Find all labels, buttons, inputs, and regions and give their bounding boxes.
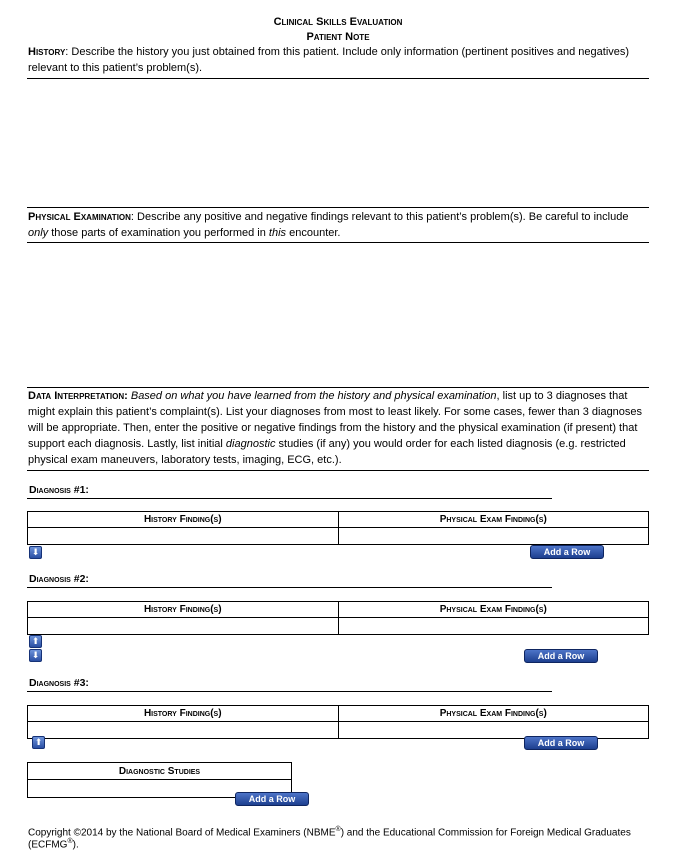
physical-exam-text-2: those parts of examination you performed in bbox=[48, 227, 269, 239]
history-input-area[interactable] bbox=[27, 80, 649, 206]
diagnosis-3-exam-cell[interactable] bbox=[338, 722, 649, 739]
diagnosis-2-label: Diagnosis #2: bbox=[29, 573, 89, 585]
registered-mark: ® bbox=[335, 826, 341, 833]
physical-exam-heading: Physical Examination bbox=[28, 211, 131, 223]
physical-exam-text-this: this bbox=[268, 227, 287, 239]
arrow-up-icon[interactable]: ⬆ bbox=[32, 736, 45, 749]
diagnosis-3-exam-header: Physical Exam Finding(s) bbox=[338, 706, 649, 722]
data-interpretation-instructions bbox=[28, 388, 648, 468]
physical-exam-text-only: only bbox=[28, 227, 49, 239]
page-subtitle: Patient Note bbox=[306, 31, 370, 43]
diagnosis-1-exam-cell[interactable] bbox=[338, 528, 649, 545]
physical-exam-text: : Describe any positive and negative findings relevant to this patient’s problem(s). Be careful to include bbox=[130, 211, 629, 223]
diagnosis-1-label: Diagnosis #1: bbox=[29, 484, 89, 496]
history-text: : Describe the history you just obtained from this patient. Include only information (pertinent positives and negatives) relevant to this patient’s problem(s). bbox=[28, 46, 630, 74]
diagnosis-1-exam-header: Physical Exam Finding(s) bbox=[338, 512, 649, 528]
arrow-up-icon[interactable]: ⬆ bbox=[29, 635, 42, 648]
copyright-text-3: ). bbox=[72, 839, 79, 851]
diagnosis-3-history-cell[interactable] bbox=[28, 722, 339, 739]
diagnosis-2-findings-table bbox=[27, 601, 649, 635]
diagnosis-1-history-cell[interactable] bbox=[28, 528, 339, 545]
diagnosis-3-history-header: History Finding(s) bbox=[28, 706, 339, 722]
registered-mark: ® bbox=[67, 838, 73, 846]
diagnosis-1-add-row-button[interactable]: Add a Row bbox=[530, 545, 604, 559]
diagnosis-3-label: Diagnosis #3: bbox=[29, 677, 89, 689]
diagnosis-1-history-header: History Finding(s) bbox=[28, 512, 339, 528]
physical-exam-input-area[interactable] bbox=[27, 244, 649, 386]
history-heading: History bbox=[28, 46, 66, 58]
data-interpretation-text-2: studies (if any) you would order for each listed diagnosis (e.g. restricted physical exam maneuvers, laboratory tests, imaging, ECG, etc.). bbox=[28, 438, 626, 466]
history-instructions bbox=[28, 44, 648, 76]
diagnosis-2-exam-header: Physical Exam Finding(s) bbox=[338, 602, 649, 618]
diagnosis-3-add-row-button[interactable]: Add a Row bbox=[524, 736, 598, 750]
diagnosis-2-exam-cell[interactable] bbox=[338, 618, 649, 635]
diagnosis-3-rule[interactable] bbox=[27, 691, 552, 692]
data-interpretation-italic-2: diagnostic bbox=[225, 438, 276, 450]
data-interpretation-text-1: , list up to 3 diagnoses that might explain this patient’s complaint(s). List your diagnoses from most to least likely. For some cases, fewer than 3 diagnoses will be appropriate. Then, enter the positive or negative findings from the history and the physical examination (if present) that support each diagnosis. Lastly, list initial bbox=[28, 390, 643, 450]
diagnosis-2-history-header: History Finding(s) bbox=[28, 602, 339, 618]
data-interpretation-heading: Data Interpretation: bbox=[28, 390, 128, 402]
history-bottom-rule bbox=[27, 207, 649, 208]
arrow-down-icon[interactable]: ⬇ bbox=[29, 649, 42, 662]
data-interpretation-italic-1: Based on what you have learned from the history and physical examination bbox=[127, 390, 497, 402]
diagnosis-1-rule[interactable] bbox=[27, 498, 552, 499]
diagnosis-3-findings-table bbox=[27, 705, 649, 739]
physical-exam-text-3: encounter. bbox=[286, 227, 341, 239]
arrow-down-icon[interactable]: ⬇ bbox=[29, 546, 42, 559]
page-title: Clinical Skills Evaluation bbox=[273, 16, 403, 28]
history-rule bbox=[27, 78, 649, 79]
diagnostic-studies-add-row-button[interactable]: Add a Row bbox=[235, 792, 309, 806]
diagnostic-studies-header: Diagnostic Studies bbox=[28, 763, 292, 780]
copyright-text-2: ) and the Educational Commission for Foreign Medical Graduates (ECFMG bbox=[28, 827, 631, 851]
copyright-notice bbox=[28, 826, 676, 851]
physical-exam-rule bbox=[27, 242, 649, 243]
diagnosis-2-rule[interactable] bbox=[27, 587, 552, 588]
data-interpretation-rule bbox=[27, 470, 649, 471]
copyright-text-1: Copyright ©2014 by the National Board of Medical Examiners (NBME bbox=[28, 827, 336, 839]
physical-exam-instructions bbox=[28, 209, 648, 241]
diagnosis-2-add-row-button[interactable]: Add a Row bbox=[524, 649, 598, 663]
diagnosis-1-findings-table bbox=[27, 511, 649, 545]
diagnosis-2-history-cell[interactable] bbox=[28, 618, 339, 635]
